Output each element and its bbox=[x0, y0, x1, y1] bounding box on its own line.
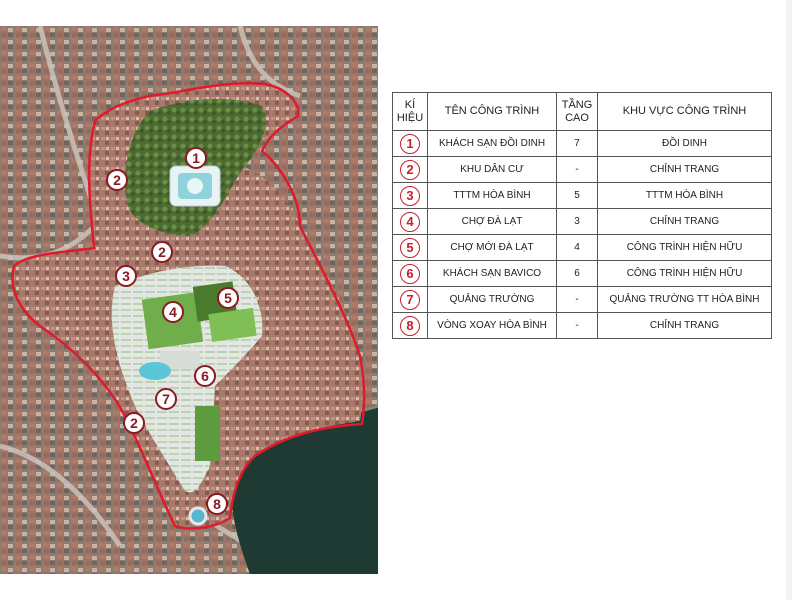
legend-floors: 5 bbox=[574, 190, 580, 201]
marker-label: 5 bbox=[224, 290, 232, 306]
legend-number: 1 bbox=[400, 134, 420, 154]
legend-floors-cell bbox=[557, 235, 598, 261]
legend-header-row bbox=[393, 93, 772, 131]
legend-row bbox=[393, 261, 772, 287]
legend-zone: TTTM HÒA BÌNH bbox=[645, 190, 724, 201]
header-symbol-line2: HIỆU bbox=[396, 111, 424, 124]
marker-label: 2 bbox=[130, 415, 138, 431]
legend-row bbox=[393, 183, 772, 209]
hoa-binh-roundabout bbox=[190, 508, 206, 524]
legend-floors-cell bbox=[557, 183, 598, 209]
legend-row bbox=[393, 235, 772, 261]
legend-floors-cell bbox=[557, 157, 598, 183]
legend-number: 3 bbox=[400, 186, 420, 206]
map-marker-8 bbox=[207, 494, 227, 514]
legend-number-cell bbox=[393, 235, 428, 261]
legend-zone-cell bbox=[598, 131, 772, 157]
legend-zone-cell bbox=[598, 261, 772, 287]
map-marker-2 bbox=[124, 413, 144, 433]
legend-number: 6 bbox=[400, 264, 420, 284]
legend-name-cell bbox=[428, 209, 557, 235]
legend-row bbox=[393, 313, 772, 339]
legend-name: KHÁCH SẠN ĐỒI DINH bbox=[438, 138, 546, 149]
map-marker-7 bbox=[156, 389, 176, 409]
marker-label: 2 bbox=[113, 172, 121, 188]
legend-name: KHÁCH SẠN BAVICO bbox=[442, 268, 542, 279]
header-floors bbox=[557, 93, 598, 131]
legend-number: 8 bbox=[400, 316, 420, 336]
map-marker-2 bbox=[152, 242, 172, 262]
legend-name-cell bbox=[428, 235, 557, 261]
legend-name-cell bbox=[428, 287, 557, 313]
marker-label: 7 bbox=[162, 391, 170, 407]
legend-name-cell bbox=[428, 183, 557, 209]
marker-label: 6 bbox=[201, 368, 209, 384]
legend-name-cell bbox=[428, 313, 557, 339]
legend-floors: - bbox=[575, 164, 579, 175]
legend-zone: CHỈNH TRANG bbox=[649, 216, 720, 227]
legend-floors: 3 bbox=[574, 216, 580, 227]
legend-zone: QUẢNG TRƯỜNG TT HÒA BÌNH bbox=[609, 294, 760, 305]
marker-label: 1 bbox=[192, 150, 200, 166]
marker-label: 4 bbox=[169, 304, 177, 320]
legend-number-cell bbox=[393, 183, 428, 209]
legend-number-cell bbox=[393, 131, 428, 157]
aerial-site-map bbox=[0, 26, 378, 574]
legend-floors: - bbox=[575, 320, 579, 331]
legend-floors-cell bbox=[557, 287, 598, 313]
header-name: TÊN CÔNG TRÌNH bbox=[428, 93, 557, 131]
legend-zone-cell bbox=[598, 157, 772, 183]
legend-name: CHỢ ĐÀ LẠT bbox=[461, 216, 523, 227]
header-symbol bbox=[393, 93, 428, 131]
legend-name: QUẢNG TRƯỜNG bbox=[449, 294, 535, 305]
marker-label: 8 bbox=[213, 496, 221, 512]
header-floors-line1: TẦNG bbox=[561, 98, 593, 111]
map-marker-5 bbox=[218, 288, 238, 308]
map-marker-1 bbox=[186, 148, 206, 168]
legend-number: 5 bbox=[400, 238, 420, 258]
legend-row bbox=[393, 209, 772, 235]
legend-number-cell bbox=[393, 313, 428, 339]
square-fountain bbox=[139, 362, 171, 380]
legend-number: 2 bbox=[400, 160, 420, 180]
legend-name-cell bbox=[428, 157, 557, 183]
legend-name-cell bbox=[428, 261, 557, 287]
legend-floors: 4 bbox=[574, 242, 580, 253]
legend-name: KHU DÂN CƯ bbox=[460, 164, 524, 175]
header-zone: KHU VỰC CÔNG TRÌNH bbox=[598, 93, 772, 131]
marker-label: 2 bbox=[158, 244, 166, 260]
legend-zone-cell bbox=[598, 235, 772, 261]
marker-label: 3 bbox=[122, 268, 130, 284]
legend-number-cell bbox=[393, 287, 428, 313]
legend-number-cell bbox=[393, 261, 428, 287]
header-symbol-line1: KÍ bbox=[404, 98, 416, 111]
legend-row bbox=[393, 287, 772, 313]
header-floors-line2: CAO bbox=[565, 111, 589, 124]
legend-number-cell bbox=[393, 157, 428, 183]
legend-floors-cell bbox=[557, 131, 598, 157]
legend-row bbox=[393, 131, 772, 157]
legend-body bbox=[393, 131, 772, 339]
page-edge bbox=[786, 0, 792, 600]
legend-number: 4 bbox=[400, 212, 420, 232]
legend-zone: CÔNG TRÌNH HIỆN HỮU bbox=[626, 242, 743, 253]
legend-zone-cell bbox=[598, 287, 772, 313]
map-marker-2 bbox=[107, 170, 127, 190]
legend-name: VÒNG XOAY HÒA BÌNH bbox=[437, 320, 547, 331]
map-marker-6 bbox=[195, 366, 215, 386]
legend-floors: 6 bbox=[574, 268, 580, 279]
legend-zone-cell bbox=[598, 209, 772, 235]
legend-zone: CÔNG TRÌNH HIỆN HỮU bbox=[626, 268, 743, 279]
legend-floors-cell bbox=[557, 313, 598, 339]
legend-floors: - bbox=[575, 294, 579, 305]
legend-name: CHỢ MỚI ĐÀ LẠT bbox=[450, 242, 534, 253]
legend-number: 7 bbox=[400, 290, 420, 310]
map-marker-3 bbox=[116, 266, 136, 286]
legend-zone: ĐỒI DINH bbox=[662, 138, 707, 149]
legend-floors-cell bbox=[557, 209, 598, 235]
legend-zone-cell bbox=[598, 313, 772, 339]
legend-zone: CHỈNH TRANG bbox=[649, 320, 720, 331]
hotel-doi-dinh bbox=[170, 166, 220, 206]
legend-name: TTTM HÒA BÌNH bbox=[453, 190, 531, 201]
legend-zone-cell bbox=[598, 183, 772, 209]
legend-zone: CHỈNH TRANG bbox=[649, 164, 720, 175]
legend-name-cell bbox=[428, 131, 557, 157]
legend-table bbox=[392, 92, 772, 339]
legend-floors-cell bbox=[557, 261, 598, 287]
map-marker-4 bbox=[163, 302, 183, 322]
legend-row bbox=[393, 157, 772, 183]
legend-number-cell bbox=[393, 209, 428, 235]
legend-floors: 7 bbox=[574, 138, 580, 149]
